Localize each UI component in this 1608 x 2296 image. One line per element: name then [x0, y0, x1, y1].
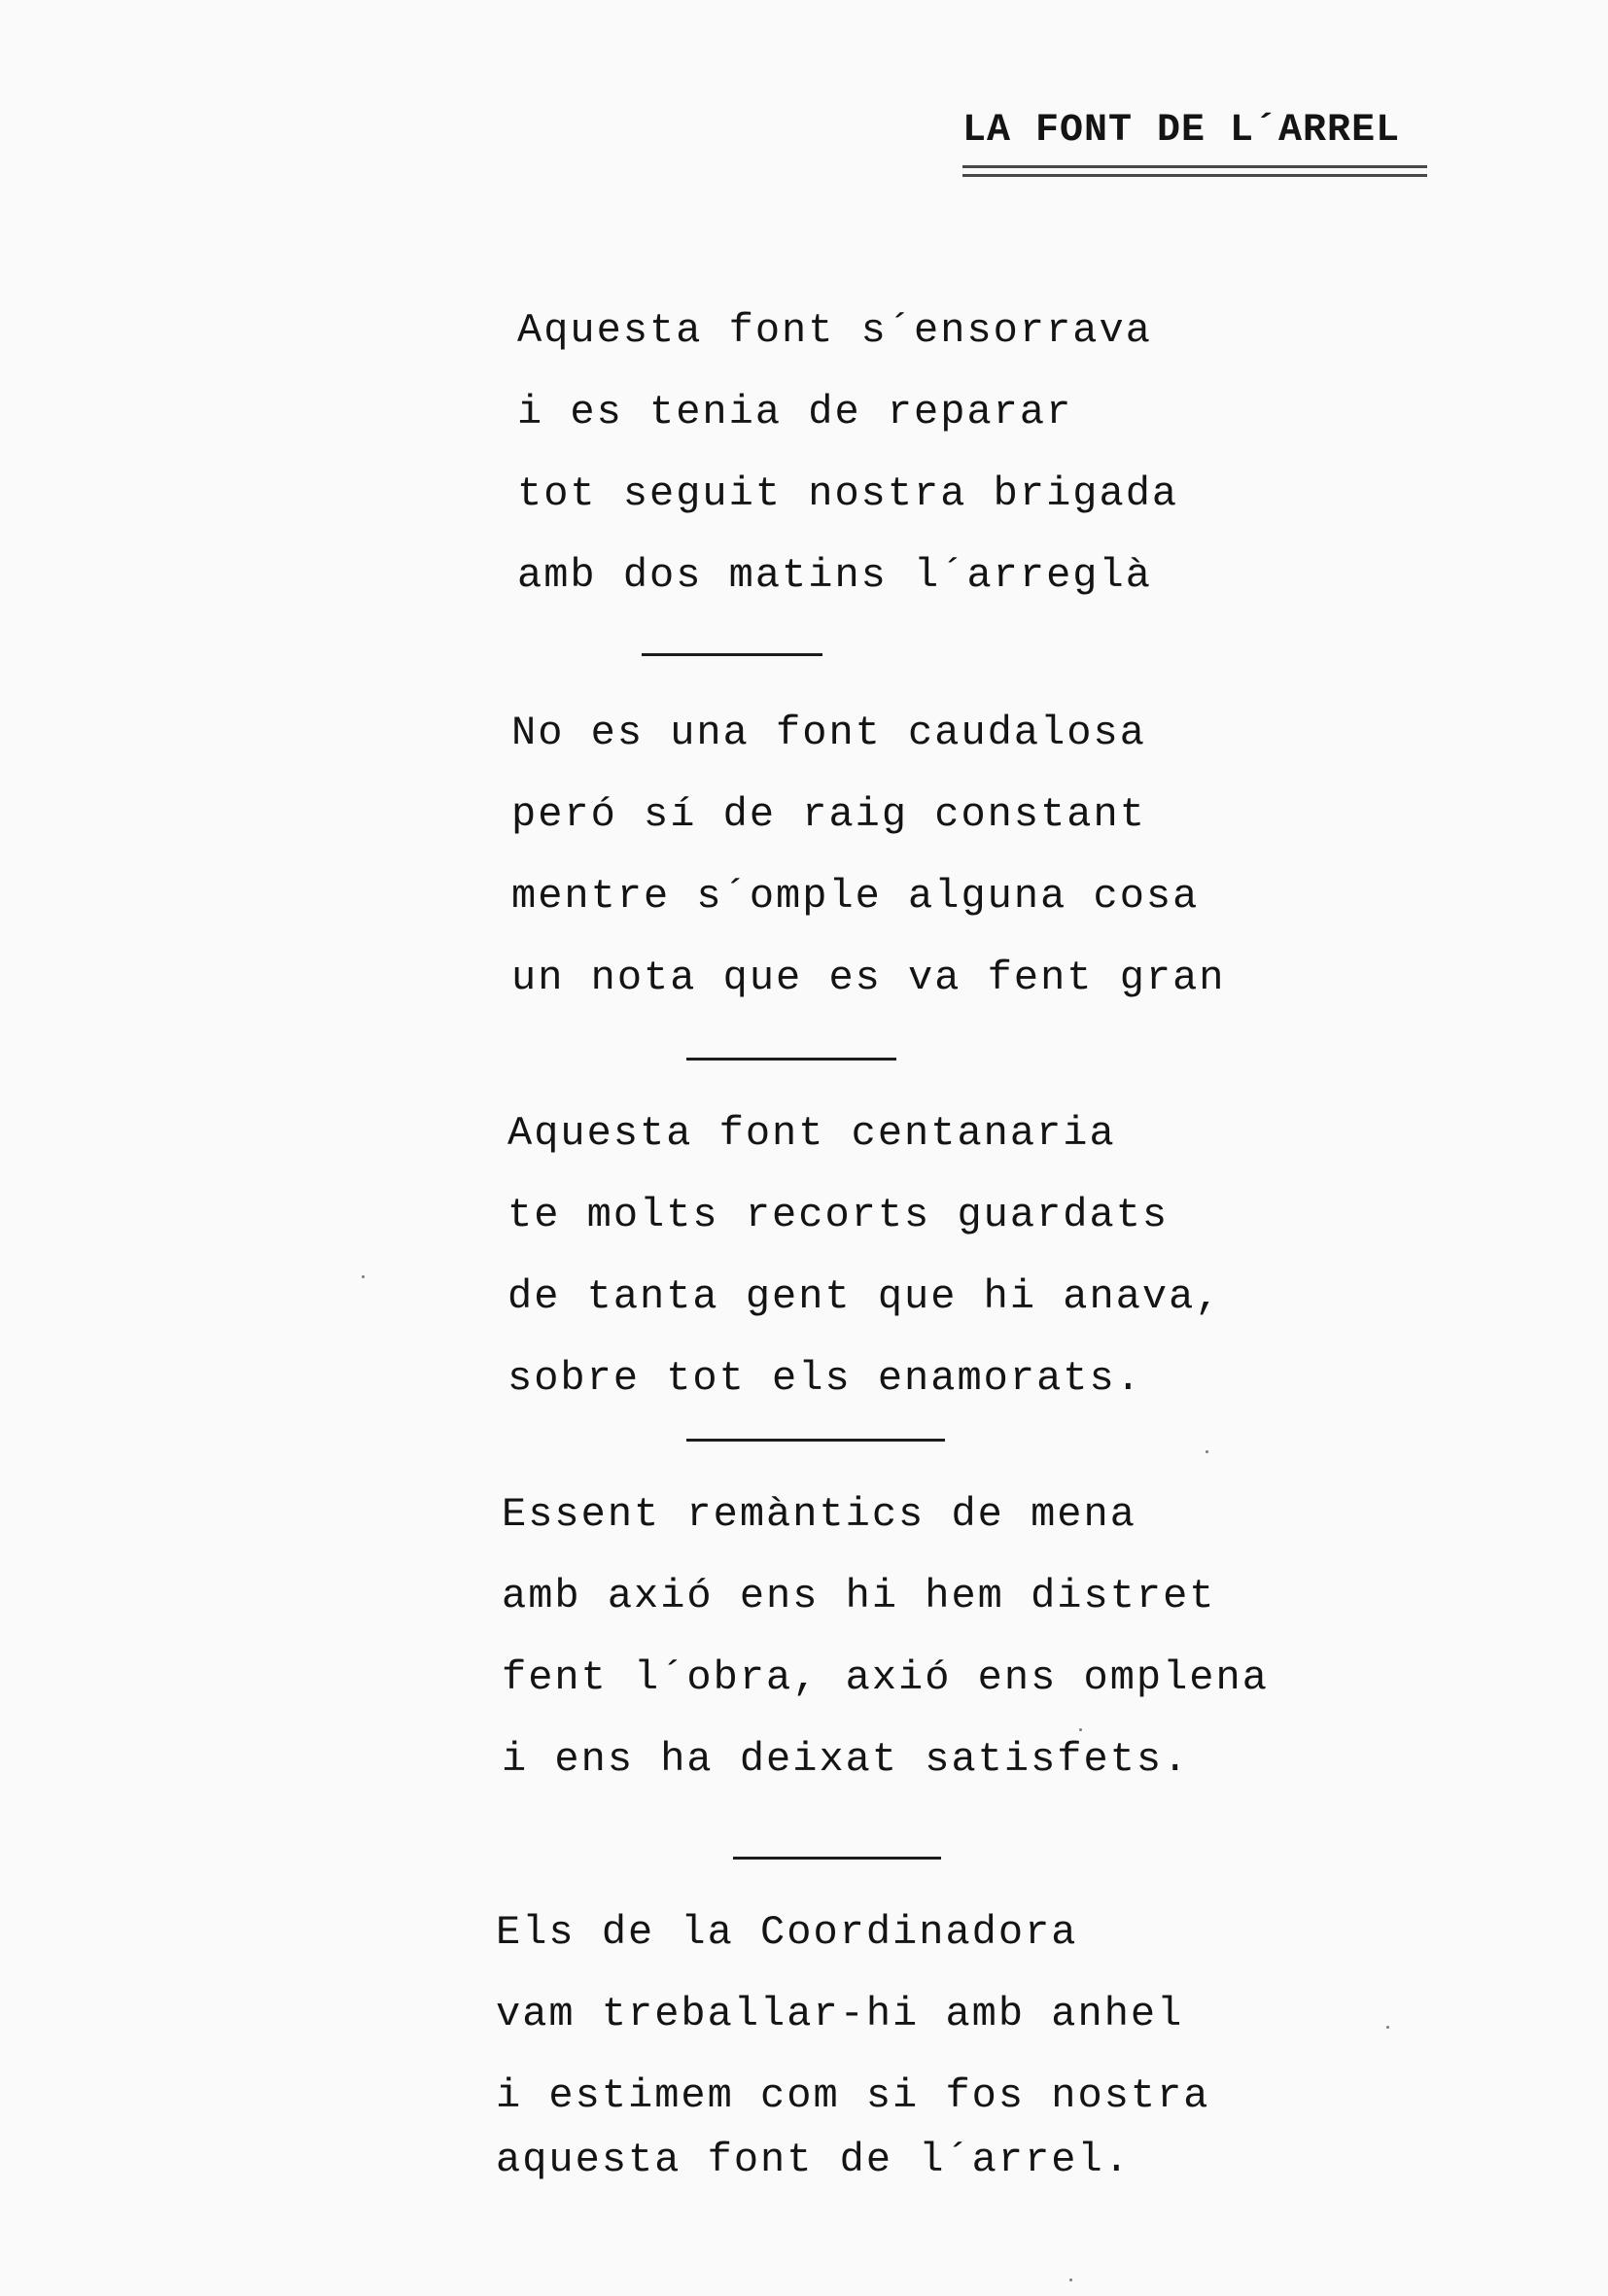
- stanza-separator: [686, 1058, 896, 1061]
- paper-speck: [1206, 1450, 1208, 1453]
- stanza-separator: [686, 1439, 945, 1442]
- paper-speck: [1069, 2279, 1072, 2281]
- paper-speck: [362, 1275, 365, 1278]
- verse-line: Aquesta font s´ensorrava: [517, 307, 1152, 354]
- verse-line: i ens ha deixat satisfets.: [502, 1736, 1190, 1783]
- verse-line: Essent remàntics de mena: [502, 1491, 1136, 1538]
- paper-speck: [1386, 2026, 1389, 2029]
- title-underline: [962, 165, 1427, 177]
- verse-line: un nota que es va fent gran: [511, 955, 1226, 1001]
- stanza-separator: [642, 653, 822, 656]
- paper-speck: [1079, 1728, 1082, 1731]
- verse-line: de tanta gent que hi anava,: [507, 1273, 1222, 1320]
- verse-line: Els de la Coordinadora: [496, 1909, 1078, 1956]
- stanza-separator: [733, 1857, 941, 1860]
- verse-line: Aquesta font centanaria: [507, 1110, 1116, 1157]
- verse-line: tot seguit nostra brigada: [517, 470, 1179, 517]
- verse-line: vam treballar-hi amb anhel: [496, 1991, 1184, 2037]
- verse-line: peró sí de raig constant: [511, 791, 1146, 838]
- verse-line: fent l´obra, axió ens omplena: [502, 1654, 1269, 1701]
- verse-line: aquesta font de l´arrel.: [496, 2137, 1131, 2183]
- verse-line: sobre tot els enamorats.: [507, 1355, 1142, 1402]
- verse-line: i estimem com si fos nostra: [496, 2072, 1210, 2119]
- verse-line: i es tenia de reparar: [517, 389, 1073, 435]
- page-title: LA FONT DE L´ARREL: [962, 109, 1401, 153]
- verse-line: amb dos matins l´arreglà: [517, 552, 1152, 599]
- verse-line: mentre s´omple alguna cosa: [511, 873, 1200, 920]
- verse-line: No es una font caudalosa: [511, 710, 1146, 756]
- verse-line: amb axió ens hi hem distret: [502, 1573, 1216, 1619]
- verse-line: te molts recorts guardats: [507, 1192, 1170, 1238]
